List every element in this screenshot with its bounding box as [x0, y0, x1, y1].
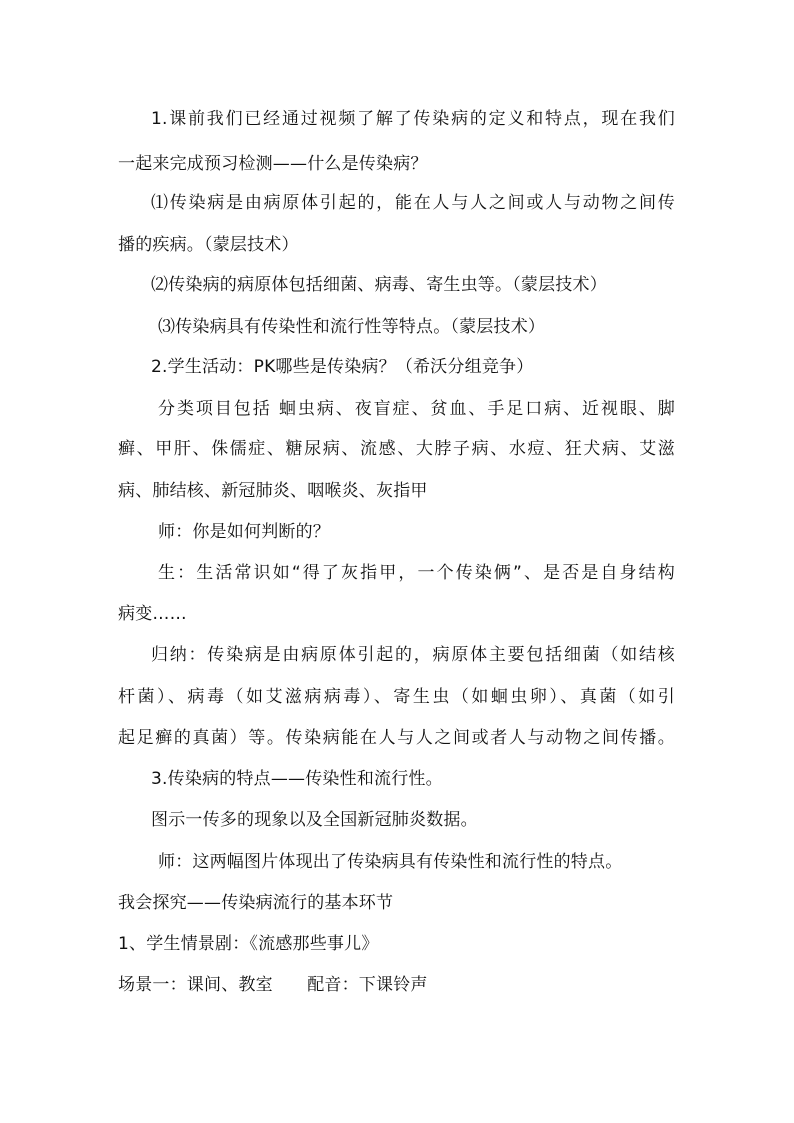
paragraph-line-7: 2.学生活动：PK哪些是传染病？（希沃分组竞争） — [151, 357, 534, 377]
paragraph-line-21: 1、学生情景剧：《流感那些事儿》 — [118, 934, 379, 954]
paragraph-line-6: ⑶传染病具有传染性和流行性等特点。（蒙层技术） — [158, 317, 546, 337]
paragraph-line-22: 场景一：课间、教室 配音：下课铃声 — [118, 975, 428, 995]
paragraph-line-15: 杆菌）、病毒（如艾滋病病毒）、寄生虫（如蛔虫卵）、真菌（如引 — [118, 687, 675, 707]
paragraph-line-18: 图示一传多的现象以及全国新冠肺炎数据。 — [151, 810, 478, 830]
paragraph-line-3: ⑴传染病是由病原体引起的，能在人与人之间或人与动物之间传 — [151, 193, 675, 213]
paragraph-line-17: 3.传染病的特点——传染性和流行性。 — [151, 769, 443, 789]
paragraph-line-10: 病、肺结核、新冠肺炎、咽喉炎、灰指甲 — [118, 481, 428, 501]
paragraph-line-2: 一起来完成预习检测——什么是传染病？ — [118, 154, 428, 174]
paragraph-line-14: 归纳：传染病是由病原体引起的，病原体主要包括细菌（如结核 — [151, 645, 675, 665]
section-heading: 我会探究——传染病流行的基本环节 — [118, 893, 394, 913]
paragraph-line-9: 癣、甲肝、侏儒症、糖尿病、流感、大脖子病、水痘、狂犬病、艾滋 — [118, 439, 675, 459]
paragraph-line-11: 师：你是如何判断的？ — [158, 522, 330, 542]
paragraph-line-5: ⑵传染病的病原体包括细菌、病毒、寄生虫等。（蒙层技术） — [151, 275, 607, 295]
paragraph-line-1: 1.课前我们已经通过视频了解了传染病的定义和特点，现在我们 — [151, 109, 675, 129]
paragraph-line-4: 播的疾病。（蒙层技术） — [118, 235, 299, 255]
paragraph-line-12: 生：生活常识如“得了灰指甲，一个传染俩”、是否是自身结构 — [158, 563, 675, 583]
paragraph-line-16: 起足癣的真菌）等。传染病能在人与人之间或者人与动物之间传播。 — [118, 728, 675, 748]
paragraph-line-13: 病变…… — [118, 604, 187, 624]
paragraph-line-19: 师：这两幅图片体现出了传染病具有传染性和流行性的特点。 — [158, 852, 623, 872]
paragraph-line-8: 分类项目包括 蛔虫病、夜盲症、贫血、手足口病、近视眼、脚 — [158, 399, 675, 419]
